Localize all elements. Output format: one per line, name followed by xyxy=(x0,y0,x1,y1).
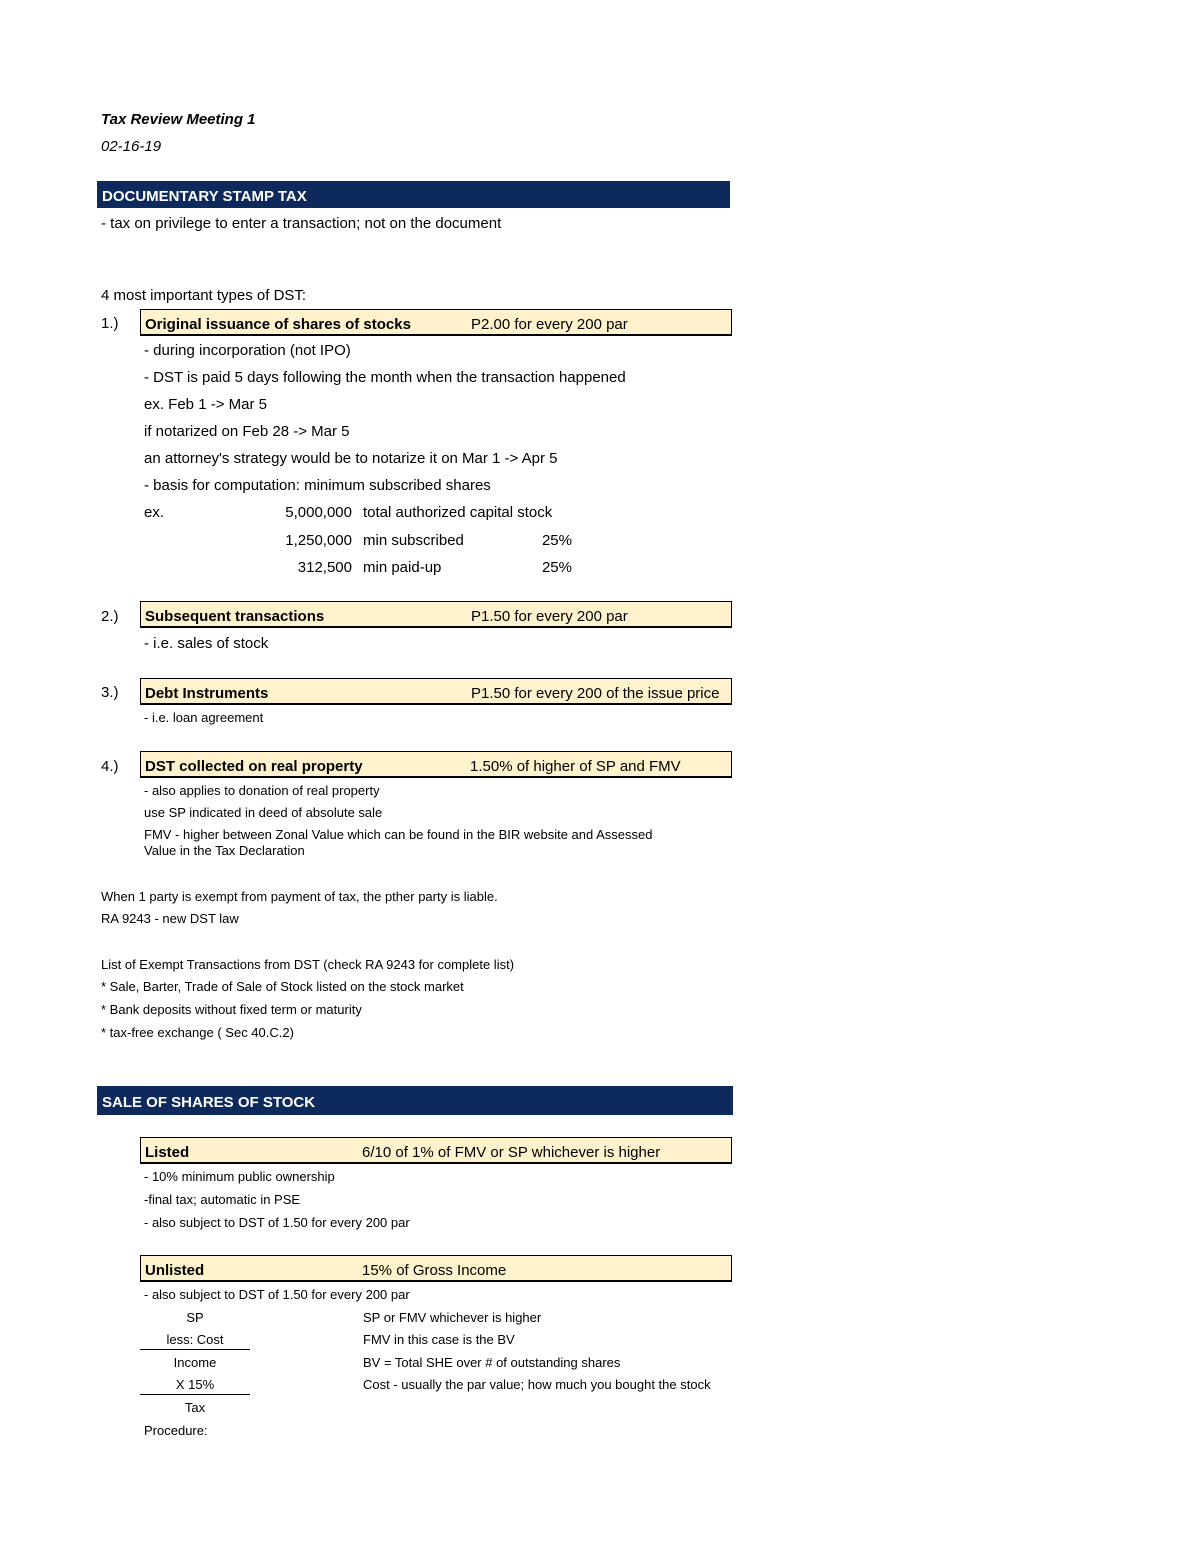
computation-underline xyxy=(140,1349,250,1350)
type4-label: DST collected on real property xyxy=(145,758,363,775)
listed-box xyxy=(140,1137,732,1164)
type4-note: use SP indicated in deed of absolute sale xyxy=(144,805,383,820)
listed-rate: 6/10 of 1% of FMV or SP whichever is higher xyxy=(362,1144,661,1161)
document-date: 02-16-19 xyxy=(101,138,162,155)
type1-note: ex. Feb 1 -> Mar 5 xyxy=(144,396,267,413)
type1-label: Original issuance of shares of stocks xyxy=(145,316,411,333)
type2-number: 2.) xyxy=(101,608,119,625)
type3-note: - i.e. loan agreement xyxy=(144,710,264,725)
section-header-dst-text: DOCUMENTARY STAMP TAX xyxy=(102,188,307,205)
example-desc: total authorized capital stock xyxy=(363,504,553,521)
section-header-sale-of-shares xyxy=(97,1086,733,1115)
example-pct: 25% xyxy=(541,532,572,549)
dst-types-intro: 4 most important types of DST: xyxy=(101,287,307,304)
computation-explanation: BV = Total SHE over # of outstanding shares xyxy=(363,1355,621,1370)
computation-explanation: SP or FMV whichever is higher xyxy=(363,1310,542,1325)
computation-line: less: Cost xyxy=(166,1332,224,1347)
type4-number: 4.) xyxy=(101,758,119,775)
type3-label: Debt Instruments xyxy=(145,685,269,702)
example-desc: min paid-up xyxy=(363,559,442,576)
computation-line: SP xyxy=(186,1310,204,1325)
example-desc: min subscribed xyxy=(363,532,464,549)
type2-label: Subsequent transactions xyxy=(145,608,325,625)
type4-note: - also applies to donation of real property xyxy=(144,783,380,798)
type4-note: Value in the Tax Declaration xyxy=(144,843,305,858)
type4-note: FMV - higher between Zonal Value which can be found in the BIR website and Assessed xyxy=(144,827,653,842)
type1-note: - DST is paid 5 days following the month when the transaction happened xyxy=(144,369,626,386)
unlisted-box xyxy=(140,1255,732,1282)
type1-note: - during incorporation (not IPO) xyxy=(144,342,351,359)
dst-definition: - tax on privilege to enter a transaction; not on the document xyxy=(101,215,502,232)
computation-line: Tax xyxy=(184,1400,206,1415)
listed-note: - also subject to DST of 1.50 for every 200 par xyxy=(144,1215,410,1230)
type2-rate: P1.50 for every 200 par xyxy=(471,608,628,625)
type3-rate: P1.50 for every 200 of the issue price xyxy=(471,685,720,702)
type1-note: an attorney's strategy would be to notarize it on Mar 1 -> Apr 5 xyxy=(144,450,558,467)
document-title: Tax Review Meeting 1 xyxy=(101,111,256,128)
listed-note: - 10% minimum public ownership xyxy=(144,1169,335,1184)
type3-box xyxy=(140,678,732,705)
example-amount: 1,250,000 xyxy=(285,532,352,549)
listed-note: -final tax; automatic in PSE xyxy=(144,1192,301,1207)
section-header-sale-of-shares-text: SALE OF SHARES OF STOCK xyxy=(102,1094,316,1111)
section-header-dst xyxy=(97,181,730,208)
computation-line: X 15% xyxy=(175,1377,215,1392)
example-amount: 312,500 xyxy=(297,559,352,576)
type1-note: if notarized on Feb 28 -> Mar 5 xyxy=(144,423,350,440)
type1-rate: P2.00 for every 200 par xyxy=(471,316,628,333)
exempt-party-text: When 1 party is exempt from payment of tax, the pther party is liable. xyxy=(101,889,498,904)
example-amount: 5,000,000 xyxy=(285,504,352,521)
type1-box xyxy=(140,309,732,336)
computation-line: Income xyxy=(173,1355,217,1370)
unlisted-note: - also subject to DST of 1.50 for every 200 par xyxy=(144,1287,410,1302)
computation-underline xyxy=(140,1394,250,1395)
exempt-item: * Sale, Barter, Trade of Sale of Stock listed on the stock market xyxy=(101,979,464,994)
type1-note: - basis for computation: minimum subscribed shares xyxy=(144,477,491,494)
type2-box xyxy=(140,601,732,628)
type3-number: 3.) xyxy=(101,684,119,701)
type4-rate: 1.50% of higher of SP and FMV xyxy=(470,758,681,775)
example-label: ex. xyxy=(144,504,165,521)
ra-law-text: RA 9243 - new DST law xyxy=(101,911,239,926)
exempt-list-title: List of Exempt Transactions from DST (check RA 9243 for complete list) xyxy=(101,957,515,972)
procedure-label: Procedure: xyxy=(144,1423,208,1438)
unlisted-rate: 15% of Gross Income xyxy=(362,1262,507,1279)
type1-number: 1.) xyxy=(101,315,119,332)
computation-explanation: Cost - usually the par value; how much you bought the stock xyxy=(363,1377,711,1392)
type2-note: - i.e. sales of stock xyxy=(144,635,269,652)
example-pct: 25% xyxy=(541,559,572,576)
type4-box xyxy=(140,751,732,778)
exempt-item: * tax-free exchange ( Sec 40.C.2) xyxy=(101,1025,294,1040)
unlisted-label: Unlisted xyxy=(145,1262,205,1279)
computation-explanation: FMV in this case is the BV xyxy=(363,1332,515,1347)
listed-label: Listed xyxy=(145,1144,190,1161)
exempt-item: * Bank deposits without fixed term or maturity xyxy=(101,1002,362,1017)
